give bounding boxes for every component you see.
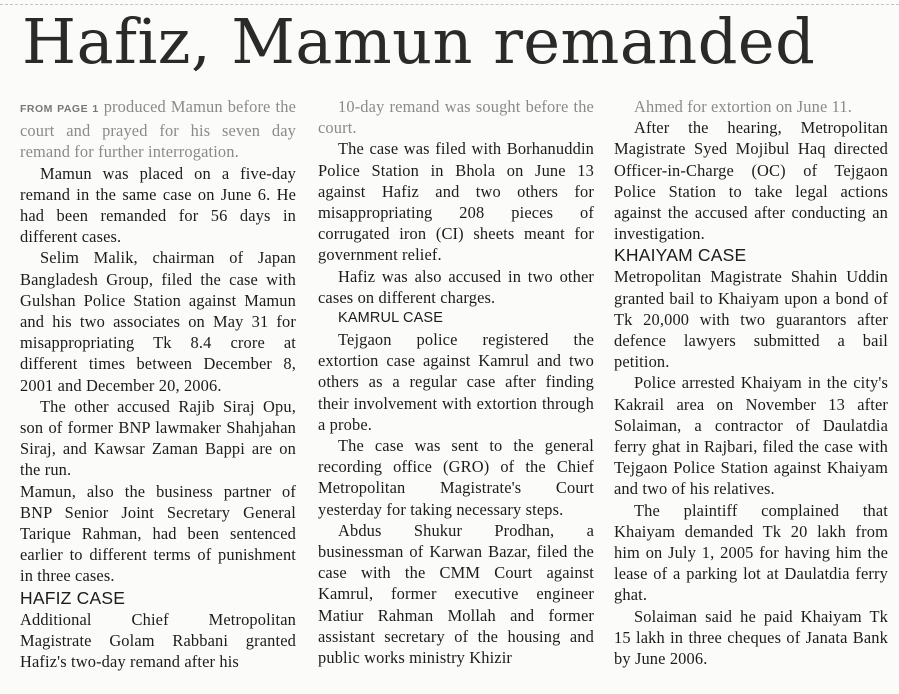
paragraph: The case was filed with Borhanuddin Police Station in Bhola on June 13 against Hafiz and two others for misappropriating 208 pieces of corrugated iron (CI) sheets meant for government relief.	[318, 139, 594, 265]
paragraph: Mamun, also the business partner of BNP Senior Joint Secretary General Tarique Rahman, had been sentenced earlier to different terms of punishment in three cases.	[20, 481, 296, 586]
paragraph: FROM PAGE 1 produced Mamun before the court and prayed for his seven day remand for further interrogation.	[20, 97, 296, 162]
paragraph: Hafiz was also accused in two other cases on different charges.	[318, 266, 594, 307]
paragraph: 10-day remand was sought before the court.	[318, 97, 594, 138]
paragraph: Metropolitan Magistrate Shahin Uddin granted bail to Khaiyam upon a bond of Tk 20,000 with two guarantors after defence lawyers submitted a bail petition.	[614, 267, 888, 372]
headline: Hafiz, Mamun remanded	[22, 5, 816, 78]
paragraph: The plaintiff complained that Khaiyam demanded Tk 20 lakh from him on July 1, 2005 for having him the lease of a parking lot at Daulatdia ferry ghat.	[614, 500, 888, 605]
column-2	[318, 96, 594, 668]
paragraph: Tejgaon police registered the extortion case against Kamrul and two others as a regular case after finding their involvement with extortion through a probe.	[318, 330, 594, 434]
paragraph: The case was sent to the general recording office (GRO) of the Chief Metropolitan Magistrate's Court yesterday for taking necessary steps.	[318, 436, 594, 519]
column-3	[614, 96, 888, 669]
paragraph: Selim Malik, chairman of Japan Bangladesh Group, filed the case with Gulshan Police Station against Mamun and his two associates on May 31 for misappropriating Tk 8.4 crore at different times between December 8, 2001 and December 20, 2006.	[20, 248, 296, 395]
section-heading-hafiz-case: HAFIZ CASE	[20, 587, 126, 608]
from-page-kicker: FROM PAGE 1	[20, 103, 99, 115]
paragraph: After the hearing, Metropolitan Magistrate Syed Mojibul Haq directed Officer-in-Charge (OC) of Tejgaon Police Station to take legal actions against the accused after conducting an investigation.	[614, 118, 888, 244]
paragraph: Abdus Shukur Prodhan, a businessman of Karwan Bazar, filed the case with the CMM Court against Kamrul, former executive engineer Matiur Rahman Mollah and former assistant secretary of the housing and public works ministry Khizir	[318, 520, 594, 668]
paragraph: Ahmed for extortion on June 11.	[634, 97, 852, 116]
paragraph: Solaiman said he paid Khaiyam Tk 15 lakh in three cheques of Janata Bank by June 2006.	[614, 606, 888, 669]
section-heading-kamrul-case: KAMRUL CASE	[338, 310, 444, 327]
paragraph: Mamun was placed on a five-day remand in the same case on June 6. He had been remanded for 56 days in different cases.	[20, 163, 296, 247]
paragraph: Police arrested Khaiyam in the city's Kakrail area on November 13 after Solaiman, a contractor of Daulatdia ferry ghat in Rajbari, filed the case with Tejgaon Police Station against Khaiyam and two of his relatives.	[614, 373, 888, 499]
column-1	[20, 96, 296, 672]
paragraph: The other accused Rajib Siraj Opu, son of former BNP lawmaker Shahjahan Siraj, and Kawsar Zaman Bappi are on the run.	[20, 396, 296, 480]
section-heading-khaiyam-case: KHAIYAM CASE	[614, 245, 747, 266]
paragraph: Additional Chief Metropolitan Magistrate Golam Rabbani granted Hafiz's two-day remand after his	[20, 609, 296, 672]
